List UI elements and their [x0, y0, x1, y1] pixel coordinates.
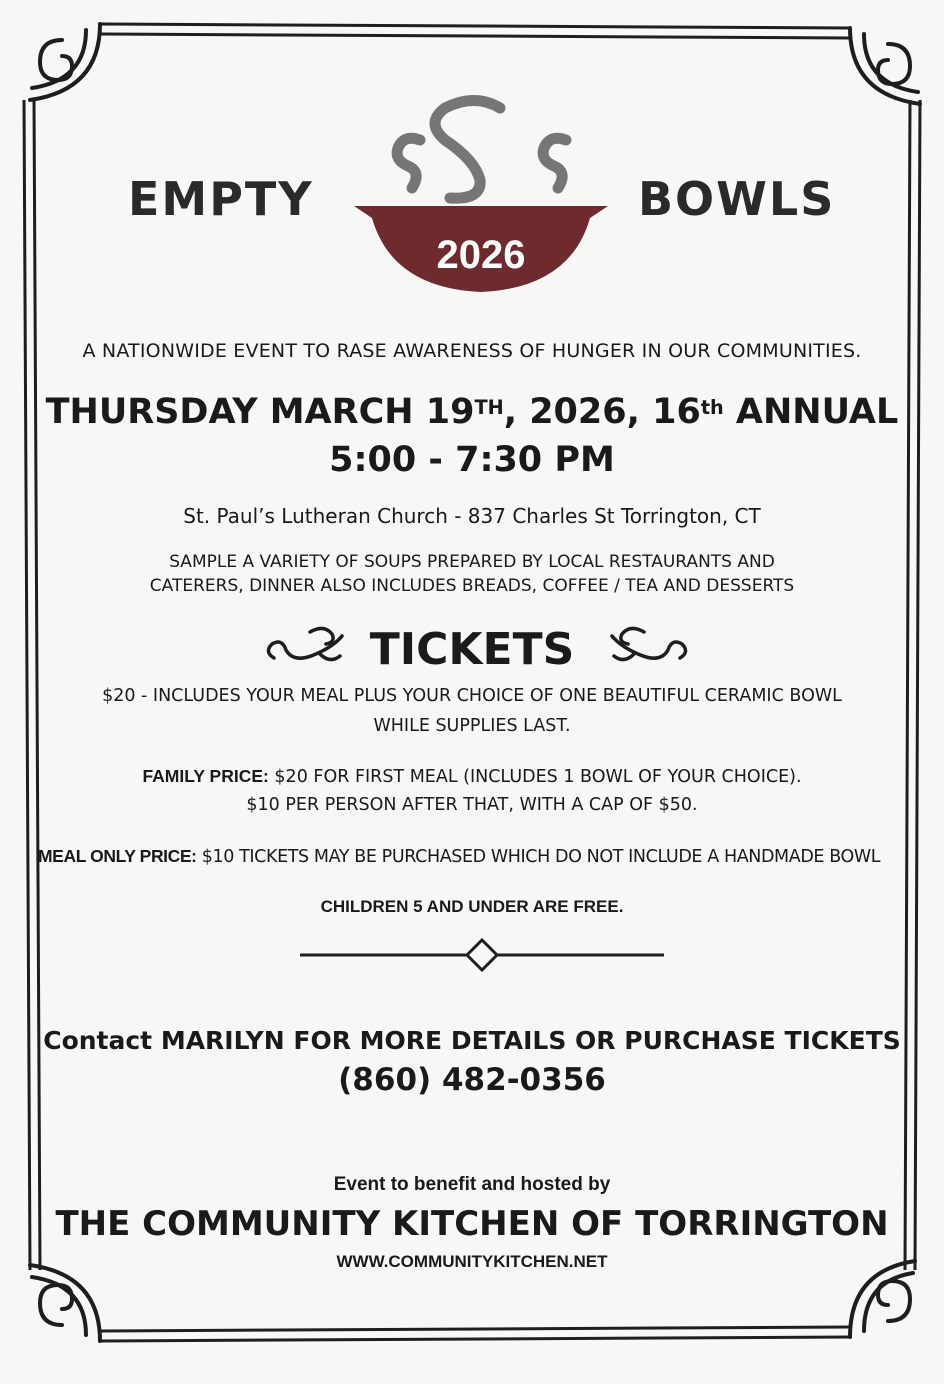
- family-price-line-1: FAMILY PRICE: $20 FOR FIRST MEAL (INCLUDES 1 BOWL OF YOUR CHOICE).: [142, 766, 802, 787]
- host-intro: Event to benefit and hosted by: [333, 1174, 611, 1195]
- diamond-divider: [300, 938, 664, 972]
- contact-phone[interactable]: (860) 482-0356: [338, 1062, 606, 1098]
- family-price-label: FAMILY PRICE:: [142, 766, 269, 786]
- event-date: THURSDAY MARCH 19TH, 2026, 16th ANNUAL: [45, 392, 899, 432]
- children-free-note: CHILDREN 5 AND UNDER ARE FREE.: [320, 897, 624, 916]
- family-price-line-2: $10 PER PERSON AFTER THAT, WITH A CAP OF $50.: [246, 795, 698, 815]
- diamond-icon: [467, 940, 497, 970]
- host-name: THE COMMUNITY KITCHEN OF TORRINGTON: [55, 1204, 889, 1244]
- tagline: A NATIONWIDE EVENT TO RASE AWARENESS OF HUNGER IN OUR COMMUNITIES.: [82, 340, 862, 362]
- description-line-2: CATERERS, DINNER ALSO INCLUDES BREADS, COFFEE / TEA AND DESSERTS: [149, 576, 795, 596]
- price-line-1: $20 - INCLUDES YOUR MEAL PLUS YOUR CHOICE OF ONE BEAUTIFUL CERAMIC BOWL: [102, 686, 842, 706]
- right-flourish-icon: [606, 620, 692, 668]
- title-empty: EMPTY: [128, 172, 314, 226]
- description-line-1: SAMPLE A VARIETY OF SOUPS PREPARED BY LOCAL RESTAURANTS AND: [169, 552, 775, 572]
- event-location: St. Paul’s Lutheran Church - 837 Charles St Torrington, CT: [183, 504, 761, 528]
- year-label: 2026: [436, 233, 526, 277]
- contact-line: Contact MARILYN FOR MORE DETAILS OR PURCHASE TICKETS: [43, 1026, 901, 1055]
- soup-bowl-logo: [350, 88, 612, 298]
- meal-only-price: MEAL ONLY PRICE: $10 TICKETS MAY BE PURCHASED WHICH DO NOT INCLUDE A HANDMADE BOWL: [38, 846, 881, 867]
- event-time: 5:00 - 7:30 PM: [329, 440, 615, 480]
- meal-only-label: MEAL ONLY PRICE:: [38, 846, 197, 866]
- host-website-link[interactable]: WWW.COMMUNITYKITCHEN.NET: [336, 1252, 608, 1271]
- tickets-heading: TICKETS: [369, 624, 575, 675]
- title-bowls: BOWLS: [638, 172, 836, 226]
- steam-icon: [397, 101, 566, 199]
- price-line-2: WHILE SUPPLIES LAST.: [373, 716, 571, 736]
